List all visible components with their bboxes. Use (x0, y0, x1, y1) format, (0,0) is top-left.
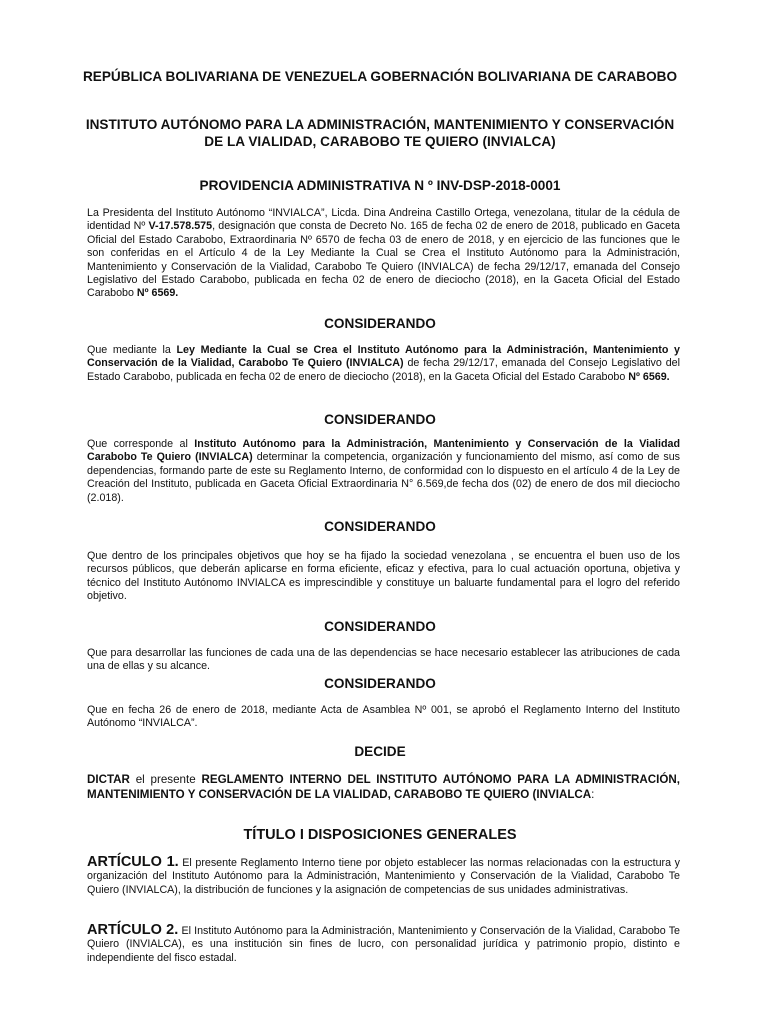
decide-heading: DECIDE (354, 744, 406, 759)
decide-paragraph: DICTAR el presente REGLAMENTO INTERNO DEL INSTITUTO AUTÓNOMO PARA LA ADMINISTRACIÓN, MANTENIMIENTO Y CONSERVACIÓN DE LA VIALIDAD, CARABOBO TE QUIERO (INVIALCA: (87, 773, 680, 801)
institute-header: INSTITUTO AUTÓNOMO PARA LA ADMINISTRACIÓN, MANTENIMIENTO Y CONSERVACIÓN DE LA VIALIDAD, CARABOBO TE QUIERO (INVIALCA) (85, 117, 675, 149)
intro-paragraph: La Presidenta del Instituto Autónomo “INVIALCA”, Licda. Dina Andreina Castillo Ortega, venezolana, titular de la cédula de identidad Nº V-17.578.575, designación que consta de Decreto No. 165 de fecha 02 de enero de 2018, publicado en Gaceta Oficial del Estado Carabobo, Extraordinaria Nº 6570 de fecha 03 de enero de 2018, y en ejercicio de las funciones que le son conferidas en el Artículo 4 de la Ley Mediante la Cual se Crea el Instituto Autónomo para la Administración, Mantenimiento y Conservación de la Vialidad, Carabobo Te Quiero (INVIALCA) de fecha 29/12/17, emanada del Consejo Legislativo del Estado Carabobo, publicada en fecha 02 de enero de dieciocho (2018), en la Gaceta Oficial del Estado Carabobo Nº 6569. (87, 207, 680, 300)
considerando-heading-3: CONSIDERANDO (324, 519, 436, 534)
article-2: ARTÍCULO 2. El Instituto Autónomo para la Administración, Mantenimiento y Conservación de la Vialidad, Carabobo Te Quiero (INVIALCA), es una institución sin fines de lucro, con personalidad jurídica y patrimonio propio, distinto e independiente del fisco estadal. (87, 922, 680, 964)
considerando-heading-2: CONSIDERANDO (324, 412, 436, 427)
article-1-label: ARTÍCULO 1. (87, 854, 179, 870)
considerando-heading-5: CONSIDERANDO (324, 676, 436, 691)
providencia-title: PROVIDENCIA ADMINISTRATIVA N º INV-DSP-2018-0001 (199, 178, 561, 193)
considerando-paragraph-3: Que dentro de los principales objetivos que hoy se ha fijado la sociedad venezolana , se encuentra el buen uso de los recursos públicos, que deberán aplicarse en forma eficiente, eficaz y efectiva, para lo cual actuación oportuna, objetiva y técnico del Instituto Autónomo INVIALCA es imprescindible y constituye un baluarte fundamental para el logro del referido objetivo. (87, 550, 680, 603)
considerando-paragraph-4: Que para desarrollar las funciones de cada una de las dependencias se hace necesario establecer las atribuciones de cada una de ellas y su alcance. (87, 647, 680, 673)
article-1: ARTÍCULO 1. El presente Reglamento Interno tiene por objeto establecer las normas relacionadas con la estructura y organización del Instituto Autónomo para la Administración, Mantenimiento y Conservación de la Vialidad, Carabobo Te Quiero (INVIALCA), la distribución de funciones y la asignación de competencias de sus unidades administrativas. (87, 854, 681, 896)
government-header: REPÚBLICA BOLIVARIANA DE VENEZUELA GOBERNACIÓN BOLIVARIANA DE CARABOBO (82, 69, 678, 84)
article-2-label: ARTÍCULO 2. (87, 922, 179, 938)
titulo-heading: TÍTULO I DISPOSICIONES GENERALES (243, 827, 517, 843)
considerando-heading-1: CONSIDERANDO (324, 316, 436, 331)
considerando-paragraph-1: Que mediante la Ley Mediante la Cual se Crea el Instituto Autónomo para la Administración, Mantenimiento y Conservación de la Vialidad, Carabobo Te Quiero (INVIALCA) de fecha 29/12/17, emanada del Consejo Legislativo del Estado Carabobo, publicada en fecha 02 de enero de dieciocho (2018), en la Gaceta Oficial del Estado Carabobo Nº 6569. (87, 344, 680, 383)
considerando-paragraph-5: Que en fecha 26 de enero de 2018, mediante Acta de Asamblea Nº 001, se aprobó el Reglamento Interno del Instituto Autónomo “INVIALCA”. (87, 704, 680, 730)
considerando-heading-4: CONSIDERANDO (324, 619, 436, 634)
considerando-paragraph-2: Que corresponde al Instituto Autónomo para la Administración, Mantenimiento y Conservación de la Vialidad Carabobo Te Quiero (INVIALCA) determinar la competencia, organización y funcionamiento del mismo, así como de sus dependencias, formando parte de este su Reglamento Interno, de conformidad con lo dispuesto en el artículo 4 de la Ley de Creación del Instituto, publicada en Gaceta Oficial Extraordinaria N° 6.569,de fecha dos (02) de enero de dos mil dieciocho (2.018). (87, 438, 680, 504)
